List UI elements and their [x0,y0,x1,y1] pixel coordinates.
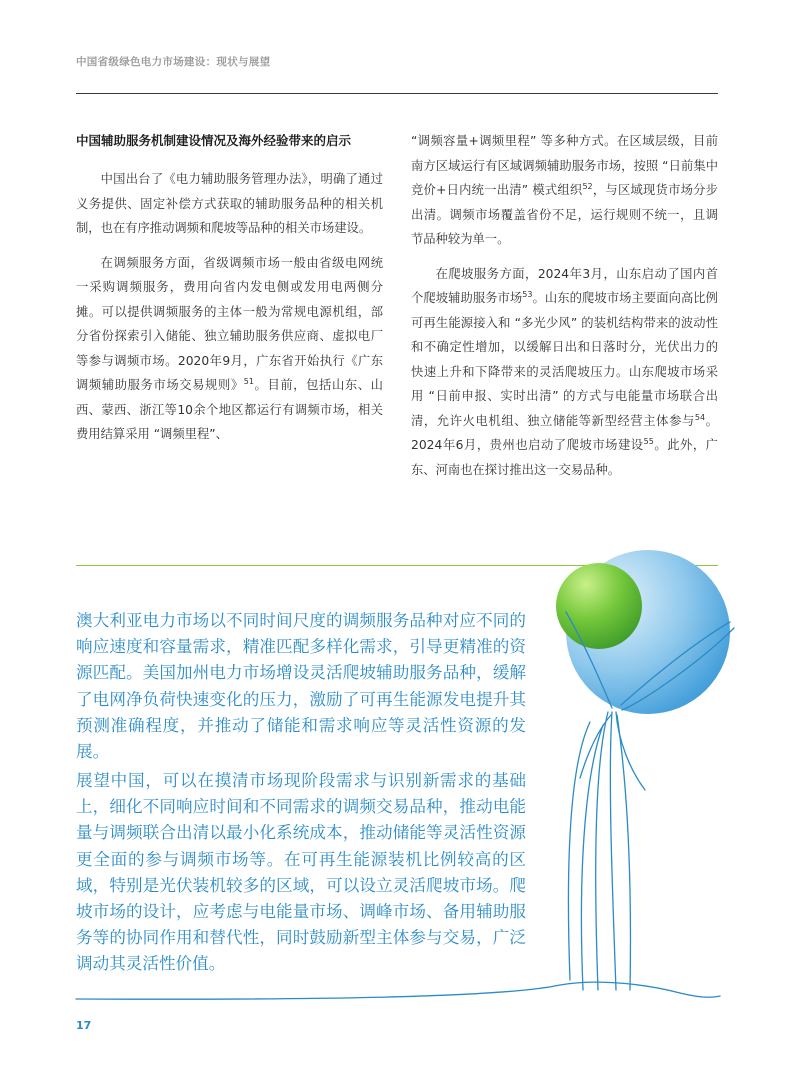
running-header: 中国省级绿色电力市场建设：现状与展望 [76,56,271,68]
right-column [411,129,718,492]
right-paragraph-2-d: 。此外，广东、河南也在探讨推出这一交易品种。 [411,438,718,477]
right-paragraph-1-b: ，与区域现货市场分步出清。调频市场覆盖省份不足，运行规则不统一，且调节品种较为单一。 [411,183,718,246]
right-paragraph-1-a: “调频容量+调频里程” 等多种方式。在区域层级，目前南方区域运行有区域调频辅助服务市场，按照 “日前集中竞价+日内统一出清” 模式组织 [411,134,718,197]
right-paragraph-1 [411,129,718,252]
footnote-ref-55[interactable]: 55 [643,436,654,446]
left-paragraph-2-tail: 。目前，包括山东、山西、蒙西、浙江等10余个地区都运行有调频市场，相关费用结算采用 “调频里程”、 [76,378,383,441]
blue-sphere-decoration [566,550,730,714]
green-sphere-decoration [556,563,642,649]
right-paragraph-2-b: 。山东的爬坡市场主要面向高比例可再生能源接入和 “多光少风” 的装机结构带来的波动性和不确定性增加，以缓解日出和日落时分，光伏出力的快速上升和下降带来的灵活爬坡压力。山东爬坡市场采用 “日前申报、实时出清” 的方式与电能量市场联合出清，允许火电机组、独立储能等新型经营主体参与 [411,291,718,428]
right-paragraph-2-c: 。2024年6月，贵州也启动了爬坡市场建设 [411,413,718,452]
right-paragraph-2-a: 在爬坡服务方面，2024年3月，山东启动了国内首个爬坡辅助服务市场 [411,266,718,305]
callout-divider [76,565,718,566]
right-paragraph-2 [411,262,718,483]
page-number: 17 [76,1019,92,1032]
callout-paragraph-2: 展望中国，可以在摸清市场现阶段需求与识别新需求的基础上，细化不同响应时间和不同需求的调频交易品种，推动电能量与调频联合出清以最小化系统成本，推动储能等灵活性资源更全面的参与调频市场等。在可再生能源装机比例较高的区域，特别是光伏装机较多的区域，可以设立灵活爬坡市场。爬坡市场的设计，应考虑与电能量市场、调峰市场、备用辅助服务等的协同作用和替代性，同时鼓励新型主体参与交易，广泛调动其灵活性价值。 [76,771,526,974]
callout-paragraph-1: 澳大利亚电力市场以不同时间尺度的调频服务品种对应不同的响应速度和容量需求，精准匹配多样化需求，引导更精准的资源匹配。美国加州电力市场增设灵活爬坡辅助服务品种，缓解了电网净负荷快速变化的压力，激励了可再生能源发电提升其预测准确程度，并推动了储能和需求响应等灵活性资源的发展。 [76,611,526,762]
footnote-ref-53[interactable]: 53 [522,289,533,299]
left-paragraph-2-text: 在调频服务方面，省级调频市场一般由省级电网统一采购调频服务，费用向省内发电侧或发用电两侧分摊。可以提供调频服务的主体一般为常规电源机组，部分省份探索引入储能、独立辅助服务供应商、虚拟电厂等参与调频市场。2020年9月，广东省开始执行《广东调频辅助服务市场交易规则》 [76,255,383,392]
footnote-ref-54[interactable]: 54 [694,412,706,422]
header-divider [76,93,718,94]
section-heading: 中国辅助服务机制建设情况及海外经验带来的启示 [76,133,352,148]
left-paragraph-2 [76,251,383,447]
left-paragraph-1: 中国出台了《电力辅助服务管理办法》，明确了通过义务提供、固定补偿方式获取的辅助服务品种的相关机制，也在有序推动调频和爬坡等品种的相关市场建设。 [76,172,383,235]
footnote-ref-51[interactable]: 51 [243,376,254,386]
left-column [76,129,383,457]
footnote-ref-52[interactable]: 52 [582,181,593,191]
